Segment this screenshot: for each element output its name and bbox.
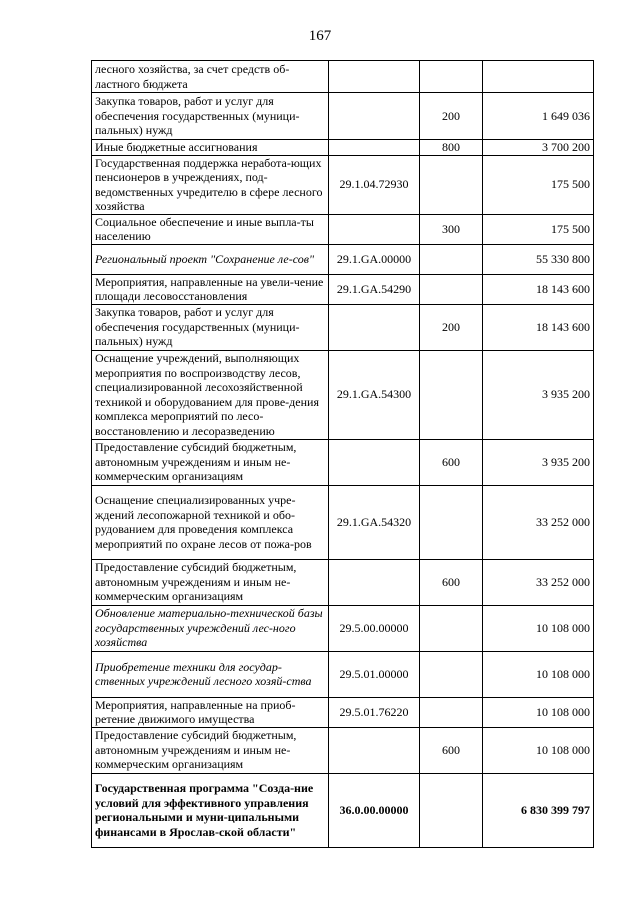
row-code-cell: [329, 727, 420, 773]
row-code-cell: 29.5.01.00000: [329, 651, 420, 697]
row-name-cell: Закупка товаров, работ и услуг для обеспечения государственных (муници-пальных) нужд: [92, 304, 329, 350]
row-amount-cell: 18 143 600: [483, 274, 594, 304]
table-row: [92, 140, 594, 156]
row-name-cell: Приобретение техники для государ-ственных учреждений лесного хозяй-ства: [92, 651, 329, 697]
table-row: [92, 727, 594, 773]
row-name-cell: Мероприятия, направленные на приоб-ретение движимого имущества: [92, 697, 329, 727]
table-row: [92, 605, 594, 651]
row-code-cell: 29.1.GA.54290: [329, 274, 420, 304]
row-expense-type-cell: 200: [420, 93, 483, 140]
row-amount-cell: 1 649 036: [483, 93, 594, 140]
row-name-cell: лесного хозяйства, за счет средств об-ластного бюджета: [92, 61, 329, 93]
row-name-cell: Мероприятия, направленные на увели-чение площади лесовосстановления: [92, 274, 329, 304]
row-name-cell: Оснащение специализированных учре-ждений лесопожарной техникой и обо-рудованием для проведения комплекса мероприятий по охране лесов от пожа-ров: [92, 485, 329, 559]
row-code-cell: 29.5.00.00000: [329, 605, 420, 651]
row-expense-type-cell: [420, 274, 483, 304]
row-code-cell: 29.1.GA.54320: [329, 485, 420, 559]
row-expense-type-cell: [420, 697, 483, 727]
row-code-cell: 29.5.01.76220: [329, 697, 420, 727]
row-code-cell: 36.0.00.00000: [329, 773, 420, 847]
row-expense-type-cell: [420, 773, 483, 847]
row-name-cell: Предоставление субсидий бюджетным, автономным учреждениям и иным не-коммерческим организациям: [92, 439, 329, 485]
row-code-cell: 29.1.04.72930: [329, 155, 420, 214]
page-number: 167: [308, 28, 332, 44]
row-name-cell: Государственная программа "Созда-ние условий для эффективного управления региональными и муни-ципальными финансами в Ярослав-ской области": [92, 773, 329, 847]
row-amount-cell: 10 108 000: [483, 727, 594, 773]
table-row: [92, 697, 594, 727]
row-code-cell: [329, 140, 420, 156]
table-row: [92, 304, 594, 350]
row-amount-cell: 6 830 399 797: [483, 773, 594, 847]
table-row: [92, 274, 594, 304]
table-row: [92, 61, 594, 93]
row-expense-type-cell: 600: [420, 559, 483, 605]
row-amount-cell: 10 108 000: [483, 651, 594, 697]
row-amount-cell: 55 330 800: [483, 244, 594, 274]
row-name-cell: Закупка товаров, работ и услуг для обеспечения государственных (муници-пальных) нужд: [92, 93, 329, 140]
row-expense-type-cell: 600: [420, 727, 483, 773]
budget-table-body: [92, 61, 594, 848]
row-name-cell: Иные бюджетные ассигнования: [92, 140, 329, 156]
row-amount-cell: 10 108 000: [483, 605, 594, 651]
row-name-cell: Государственная поддержка неработа-ющих пенсионеров в учреждениях, под-ведомственных учредителю в сфере лесного хозяйства: [92, 155, 329, 214]
row-expense-type-cell: [420, 651, 483, 697]
row-expense-type-cell: 300: [420, 214, 483, 244]
row-name-cell: Предоставление субсидий бюджетным, автономным учреждениям и иным не-коммерческим организациям: [92, 727, 329, 773]
row-code-cell: [329, 214, 420, 244]
table-row: [92, 244, 594, 274]
row-expense-type-cell: [420, 485, 483, 559]
row-code-cell: [329, 61, 420, 93]
table-row: [92, 93, 594, 140]
row-amount-cell: 3 935 200: [483, 350, 594, 439]
row-amount-cell: 10 108 000: [483, 697, 594, 727]
row-code-cell: 29.1.GA.54300: [329, 350, 420, 439]
row-expense-type-cell: [420, 61, 483, 93]
row-name-cell: Обновление материально-технической базы государственных учреждений лес-ного хозяйства: [92, 605, 329, 651]
row-amount-cell: 18 143 600: [483, 304, 594, 350]
table-row: [92, 485, 594, 559]
row-name-cell: Социальное обеспечение и иные выпла-ты населению: [92, 214, 329, 244]
row-expense-type-cell: 800: [420, 140, 483, 156]
row-amount-cell: 3 700 200: [483, 140, 594, 156]
row-amount-cell: 33 252 000: [483, 559, 594, 605]
row-amount-cell: [483, 61, 594, 93]
row-name-cell: Оснащение учреждений, выполняющих мероприятия по воспроизводству лесов, специализированной лесохозяйственной техникой и оборудованием для прове-дения комплекса мероприятий по лесо-восстановлению и лесоразведению: [92, 350, 329, 439]
row-expense-type-cell: [420, 350, 483, 439]
table-row: [92, 439, 594, 485]
table-row: [92, 350, 594, 439]
row-expense-type-cell: 200: [420, 304, 483, 350]
row-amount-cell: 175 500: [483, 214, 594, 244]
table-row: [92, 155, 594, 214]
row-code-cell: [329, 559, 420, 605]
row-expense-type-cell: 600: [420, 439, 483, 485]
row-name-cell: Региональный проект "Сохранение ле-сов": [92, 244, 329, 274]
row-expense-type-cell: [420, 155, 483, 214]
row-code-cell: [329, 93, 420, 140]
budget-table: [91, 60, 594, 848]
row-expense-type-cell: [420, 605, 483, 651]
table-row: [92, 214, 594, 244]
row-amount-cell: 3 935 200: [483, 439, 594, 485]
row-amount-cell: 33 252 000: [483, 485, 594, 559]
row-amount-cell: 175 500: [483, 155, 594, 214]
row-expense-type-cell: [420, 244, 483, 274]
table-row: [92, 773, 594, 847]
row-code-cell: 29.1.GA.00000: [329, 244, 420, 274]
row-name-cell: Предоставление субсидий бюджетным, автономным учреждениям и иным не-коммерческим организациям: [92, 559, 329, 605]
table-row: [92, 559, 594, 605]
row-code-cell: [329, 439, 420, 485]
table-row: [92, 651, 594, 697]
row-code-cell: [329, 304, 420, 350]
